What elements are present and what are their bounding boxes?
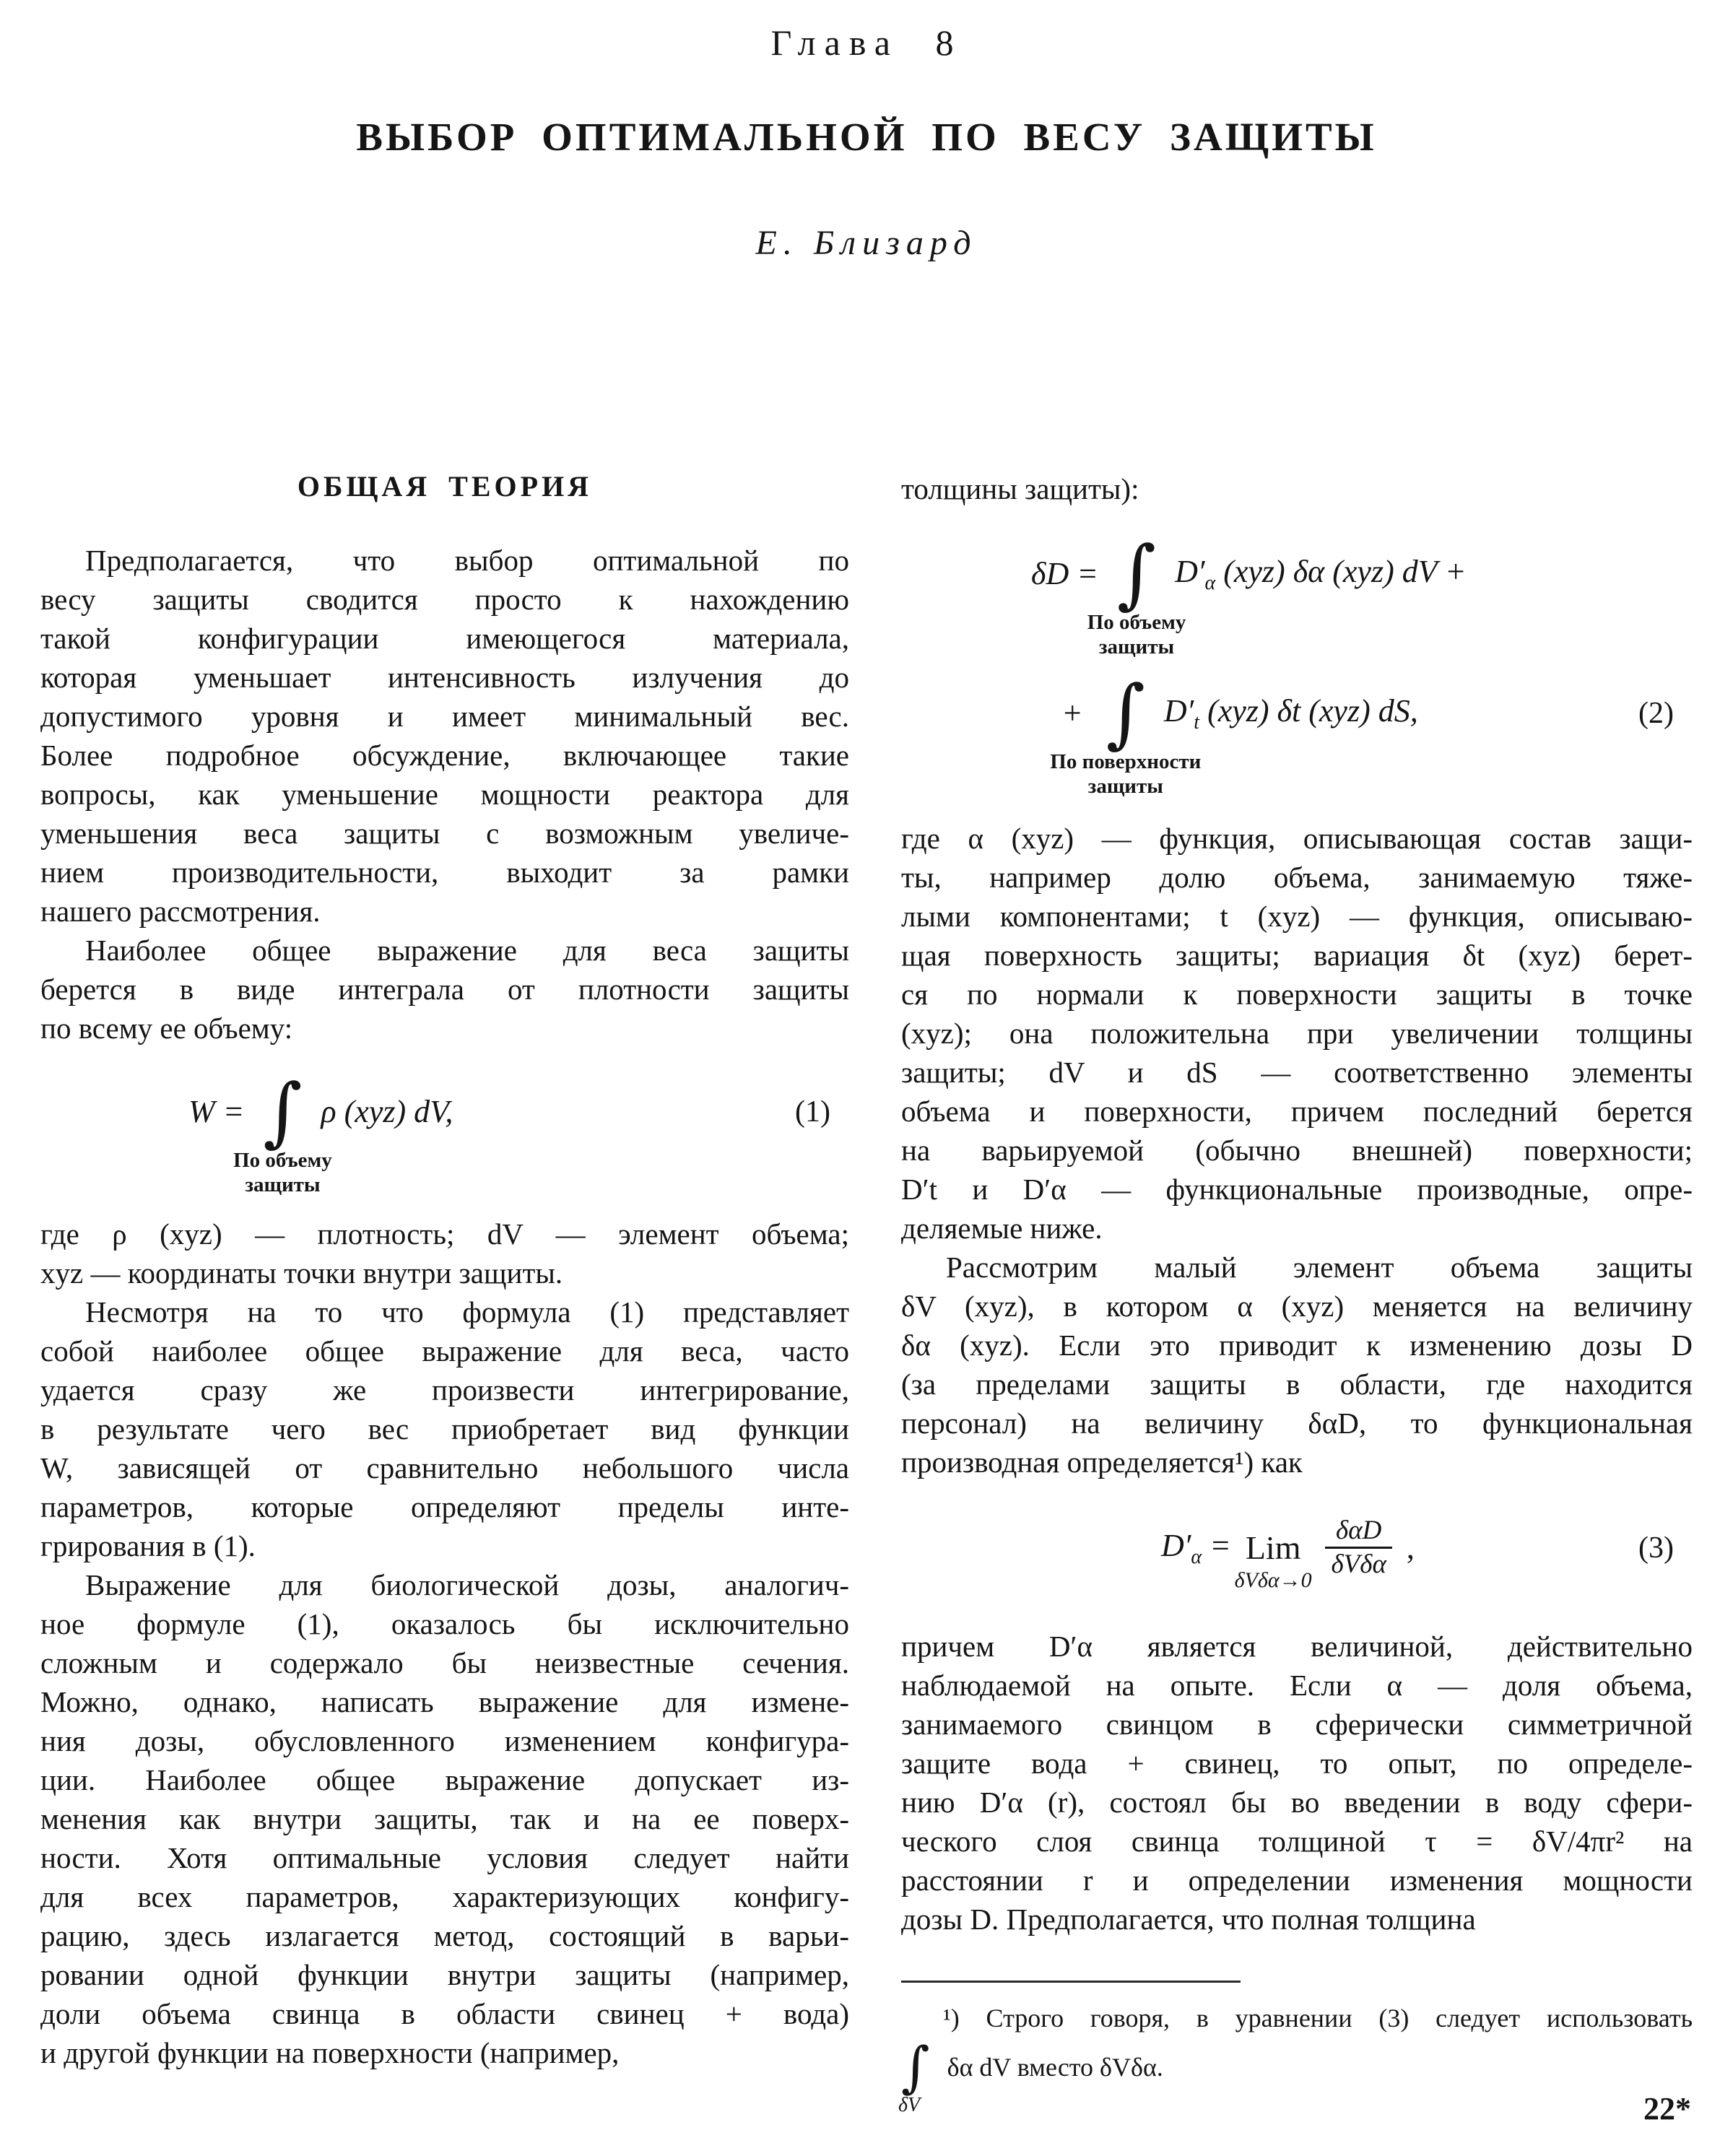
formula-2: [901, 529, 1693, 798]
paragraph: [40, 541, 849, 931]
text-line: в результате чего вес приобретает вид функции: [40, 1412, 849, 1446]
text-line: собой наиболее общее выражение для веса, часто: [40, 1334, 849, 1368]
text-line: весу защиты сводится просто к нахождению: [40, 583, 849, 616]
math-subscript: t: [1194, 710, 1200, 734]
limit-subscript: δVδα→0: [1234, 1568, 1312, 1592]
integral-domain-label: [1087, 610, 1186, 659]
equation-number: (1): [795, 1095, 830, 1129]
chapter-heading: Глава 8: [770, 22, 963, 63]
text-line: Наиболее общее выражение для веса защиты: [85, 934, 849, 967]
text-line: Несмотря на то что формула (1) представляет: [85, 1295, 849, 1329]
text-line: доли объема свинца в области свинец + вода): [40, 1997, 849, 2030]
integral-icon: ∫: [1106, 669, 1145, 757]
formula-2-row-2: [901, 669, 1693, 798]
plus-sign: +: [1061, 695, 1083, 731]
paragraph: [901, 469, 1693, 508]
text-line: допустимого уровня и имеет минимальный вес.: [40, 700, 849, 733]
text-line: уменьшения веса защиты с возможным увеличе-: [40, 817, 849, 850]
text-line: производная определяется¹) как: [901, 1446, 1303, 1479]
text-line: нию D′α (r), состоял бы во введении в воду сфери-: [901, 1786, 1693, 1819]
text-line: ческого слоя свинца толщиной τ = δV/4πr² на: [901, 1825, 1693, 1858]
text-line: ния дозы, обусловленного изменением конфигура-: [40, 1724, 849, 1757]
integral-domain-line: защиты: [245, 1173, 321, 1196]
text-line: ровании одной функции внутри защиты (например,: [40, 1958, 849, 1991]
text-line: объема и поверхности, причем последний берется: [901, 1095, 1693, 1128]
formula-3-lhs: [1161, 1527, 1231, 1569]
integral-lower-limit: δV: [898, 2094, 921, 2116]
left-column: [40, 469, 849, 2072]
text-line: защите вода + свинец, то опыт, по определе-: [901, 1747, 1693, 1780]
integral-domain-line: По объему: [233, 1149, 332, 1172]
math-subscript: α: [1204, 571, 1216, 594]
integral-domain-line: защиты: [1098, 635, 1175, 658]
formula-1: [40, 1067, 849, 1196]
math-expression: (xyz) δα (xyz) dV +: [1215, 553, 1467, 589]
section-heading: ОБЩАЯ ТЕОРИЯ: [297, 470, 593, 503]
text-line: xyz — координаты точки внутри защиты.: [40, 1256, 563, 1290]
text-line: ты, например долю объема, занимаемую тяже-: [901, 861, 1693, 894]
text-line: удается сразу же произвести интегрирование,: [40, 1373, 849, 1407]
paragraph: [40, 1214, 849, 1292]
integral-domain-line: защиты: [1087, 775, 1163, 798]
text-line: ции. Наиболее общее выражение допускает из-: [40, 1763, 849, 1796]
text-line: δV (xyz), в котором α (xyz) меняется на величину: [901, 1290, 1693, 1323]
text-line: D′t и D′α — функциональные производные, опре-: [901, 1173, 1693, 1206]
footnote-formula-text: δα dV вместо δVδα.: [947, 2053, 1163, 2082]
text-line: щая поверхность защиты; вариация δt (xyz) берет-: [901, 939, 1693, 972]
math-symbol: D′: [1161, 1527, 1191, 1563]
limit-block: [1234, 1529, 1312, 1592]
text-line: ности. Хотя оптимальные условия следует найти: [40, 1841, 849, 1874]
text-line: W, зависящей от сравнительно небольшого числа: [40, 1451, 849, 1485]
text-line: Более подробное обсуждение, включающее такие: [40, 739, 849, 772]
text-line: для всех параметров, характеризующих конфигу-: [40, 1880, 849, 1913]
paragraph: [901, 1248, 1693, 1482]
text-line: и другой функции на поверхности (например,: [40, 2036, 620, 2069]
integral-domain-line: По поверхности: [1050, 750, 1202, 773]
text-line: δα (xyz). Если это приводит к изменению дозы D: [901, 1329, 1693, 1362]
text-line: ное формуле (1), оказалось бы исключительно: [40, 1607, 849, 1640]
integral-icon: ∫: [263, 1067, 303, 1155]
text-line: деляемые ниже.: [901, 1212, 1103, 1245]
text-line: берется в виде интеграла от плотности защиты: [40, 973, 849, 1006]
integral-block: [233, 1067, 332, 1196]
paragraph: [40, 1565, 849, 2072]
text-line: персонал) на величину δαD, то функциональная: [901, 1407, 1693, 1440]
equation-number: (2): [1638, 696, 1674, 730]
paragraph: [901, 819, 1693, 1248]
text-line: Рассмотрим малый элемент объема защиты: [946, 1251, 1693, 1284]
limit-word: Lim: [1245, 1529, 1301, 1566]
integral-icon: ∫: [1116, 529, 1157, 617]
text-line: Выражение для биологической дозы, аналогич-: [85, 1568, 849, 1601]
paragraph: [901, 1627, 1693, 1939]
integral-block: [1050, 669, 1202, 798]
text-line: лыми компонентами; t (xyz) — функция, описываю-: [901, 900, 1693, 933]
footnote-rule: [901, 1981, 1241, 1983]
text-line: (за пределами защиты в области, где находится: [901, 1368, 1693, 1401]
text-line: нашего рассмотрения.: [40, 895, 321, 928]
formula-2-row-1: [901, 529, 1693, 658]
text-line: (xyz); она положительна при увеличении толщины: [901, 1017, 1693, 1050]
fraction-numerator: δαD: [1336, 1516, 1382, 1545]
text-line: дозы D. Предполагается, что полная толщина: [901, 1903, 1476, 1936]
text-line: нием производительности, выходит за рамки: [40, 856, 849, 889]
author-name: Е. Близард: [755, 224, 978, 262]
text-line: менения как внутри защиты, так и на ее поверх-: [40, 1802, 849, 1835]
formula-2-integrand-2: [1164, 692, 1418, 734]
text-line: вопросы, как уменьшение мощности реактора для: [40, 778, 849, 811]
integral-block: [898, 2035, 930, 2116]
text-line: которая уменьшает интенсивность излучения до: [40, 661, 849, 694]
footnote-text-line: ¹) Строго говоря, в уравнении (3) следует использовать: [943, 2004, 1693, 2033]
text-line: защиты; dV и dS — соответственно элементы: [901, 1056, 1693, 1089]
equals-sign: =: [1202, 1527, 1231, 1563]
comma: ,: [1406, 1530, 1415, 1565]
math-expression: (xyz) δt (xyz) dS,: [1199, 692, 1418, 729]
math-symbol: D′: [1163, 692, 1194, 729]
text-line: расстоянии r и определении изменения мощности: [901, 1864, 1693, 1897]
formula-3-row: [901, 1515, 1693, 1592]
integral-block: [1087, 529, 1186, 658]
formula-2-integrand-1: [1175, 553, 1466, 595]
integral-domain-line: По объему: [1087, 611, 1186, 634]
text-line: Предполагается, что выбор оптимальной по: [85, 544, 849, 577]
text-line: грирования в (1).: [40, 1529, 256, 1562]
text-line: наблюдаемой на опыте. Если α — доля объема,: [901, 1669, 1693, 1702]
text-line: Можно, однако, написать выражение для измене-: [40, 1685, 849, 1718]
paragraph: [40, 1292, 849, 1565]
formula-1-lhs: W =: [188, 1094, 245, 1129]
formula-3: [901, 1515, 1693, 1592]
text-line: ся по нормали к поверхности защиты в точке: [901, 978, 1693, 1011]
text-line: занимаемого свинцом в сферически симметричной: [901, 1708, 1693, 1741]
text-line: параметров, которые определяют пределы инте-: [40, 1490, 849, 1523]
formula-1-row: [40, 1067, 849, 1196]
text-line: где ρ (xyz) — плотность; dV — элемент объема;: [40, 1217, 849, 1251]
math-subscript: α: [1191, 1545, 1202, 1568]
text-line: причем D′α является величиной, действительно: [901, 1630, 1693, 1663]
math-symbol: D′: [1175, 553, 1205, 589]
fraction-denominator: δVδα: [1331, 1549, 1386, 1579]
text-line: по всему ее объему:: [40, 1012, 293, 1045]
paragraph: [40, 931, 849, 1048]
formula-2-lhs: δD =: [1031, 556, 1098, 591]
page-title: ВЫБОР ОПТИМАЛЬНОЙ ПО ВЕСУ ЗАЩИТЫ: [356, 115, 1377, 159]
text-line: толщины защиты):: [901, 472, 1139, 505]
integral-domain-label: [233, 1148, 332, 1197]
integral-domain-label: [1050, 749, 1201, 799]
integral-icon: ∫: [901, 2035, 930, 2099]
fraction: [1325, 1515, 1391, 1581]
text-line: где α (xyz) — функция, описывающая состав защи-: [901, 822, 1693, 855]
text-line: рацию, здесь излагается метод, состоящий в варьи-: [40, 1919, 849, 1952]
formula-1-integrand: ρ (xyz) dV,: [321, 1094, 453, 1129]
text-line: такой конфигурации имеющегося материала,: [40, 622, 849, 655]
text-line: на варьируемой (обычно внешней) поверхности;: [901, 1134, 1693, 1167]
equation-number: (3): [1638, 1531, 1674, 1565]
page-signature-marker: 22*: [1643, 2091, 1691, 2126]
text-line: сложным и содержало бы неизвестные сечения.: [40, 1646, 849, 1679]
